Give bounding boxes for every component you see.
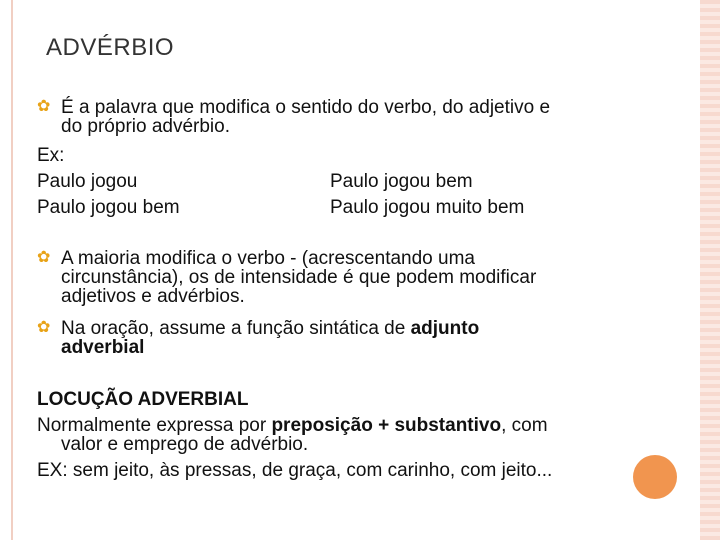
example-right-2: Paulo jogou muito bem bbox=[330, 197, 525, 218]
bullet-icon: ✿ bbox=[37, 319, 51, 336]
majority-line-3: adjetivos e advérbios. bbox=[61, 286, 245, 307]
locucao-line-2: valor e emprego de advérbio. bbox=[61, 434, 309, 455]
left-decorative-line bbox=[11, 0, 13, 540]
definition-line-1: É a palavra que modifica o sentido do verbo, do adjetivo e bbox=[61, 97, 551, 118]
bullet-icon: ✿ bbox=[37, 249, 51, 266]
syntactic-prefix: Na oração, assume a função sintática de bbox=[61, 318, 411, 339]
definition-line-2: do próprio advérbio. bbox=[61, 116, 230, 137]
locucao-heading: LOCUÇÃO ADVERBIAL bbox=[37, 389, 249, 410]
slide-title: ADVÉRBIO bbox=[46, 34, 175, 61]
example-label: Ex: bbox=[37, 145, 65, 166]
syntactic-line-2: adverbial bbox=[61, 337, 145, 358]
bullet-definition bbox=[37, 98, 702, 136]
example-right-1: Paulo jogou bem bbox=[330, 171, 473, 192]
locucao-line-3: EX: sem jeito, às pressas, de graça, com carinho, com jeito... bbox=[37, 460, 553, 481]
example-left-2: Paulo jogou bem bbox=[37, 197, 180, 218]
locucao-prefix: Normalmente expressa por bbox=[37, 415, 272, 436]
right-decorative-border bbox=[700, 0, 720, 540]
locucao-suffix: , com bbox=[501, 415, 548, 436]
bullet-syntactic-function bbox=[37, 319, 702, 357]
majority-line-2: circunstância), os de intensidade é que podem modificar bbox=[61, 267, 537, 288]
syntactic-line-1 bbox=[61, 319, 702, 338]
example-left-1: Paulo jogou bbox=[37, 171, 138, 192]
accent-dot bbox=[633, 455, 677, 499]
locucao-line-1 bbox=[37, 416, 548, 435]
locucao-bold: preposição + substantivo bbox=[271, 415, 502, 436]
bullet-icon: ✿ bbox=[37, 98, 51, 115]
majority-line-1: A maioria modifica o verbo - (acrescentando uma bbox=[61, 248, 475, 269]
bullet-majority bbox=[37, 249, 702, 306]
syntactic-bold-1: adjunto bbox=[410, 318, 480, 339]
